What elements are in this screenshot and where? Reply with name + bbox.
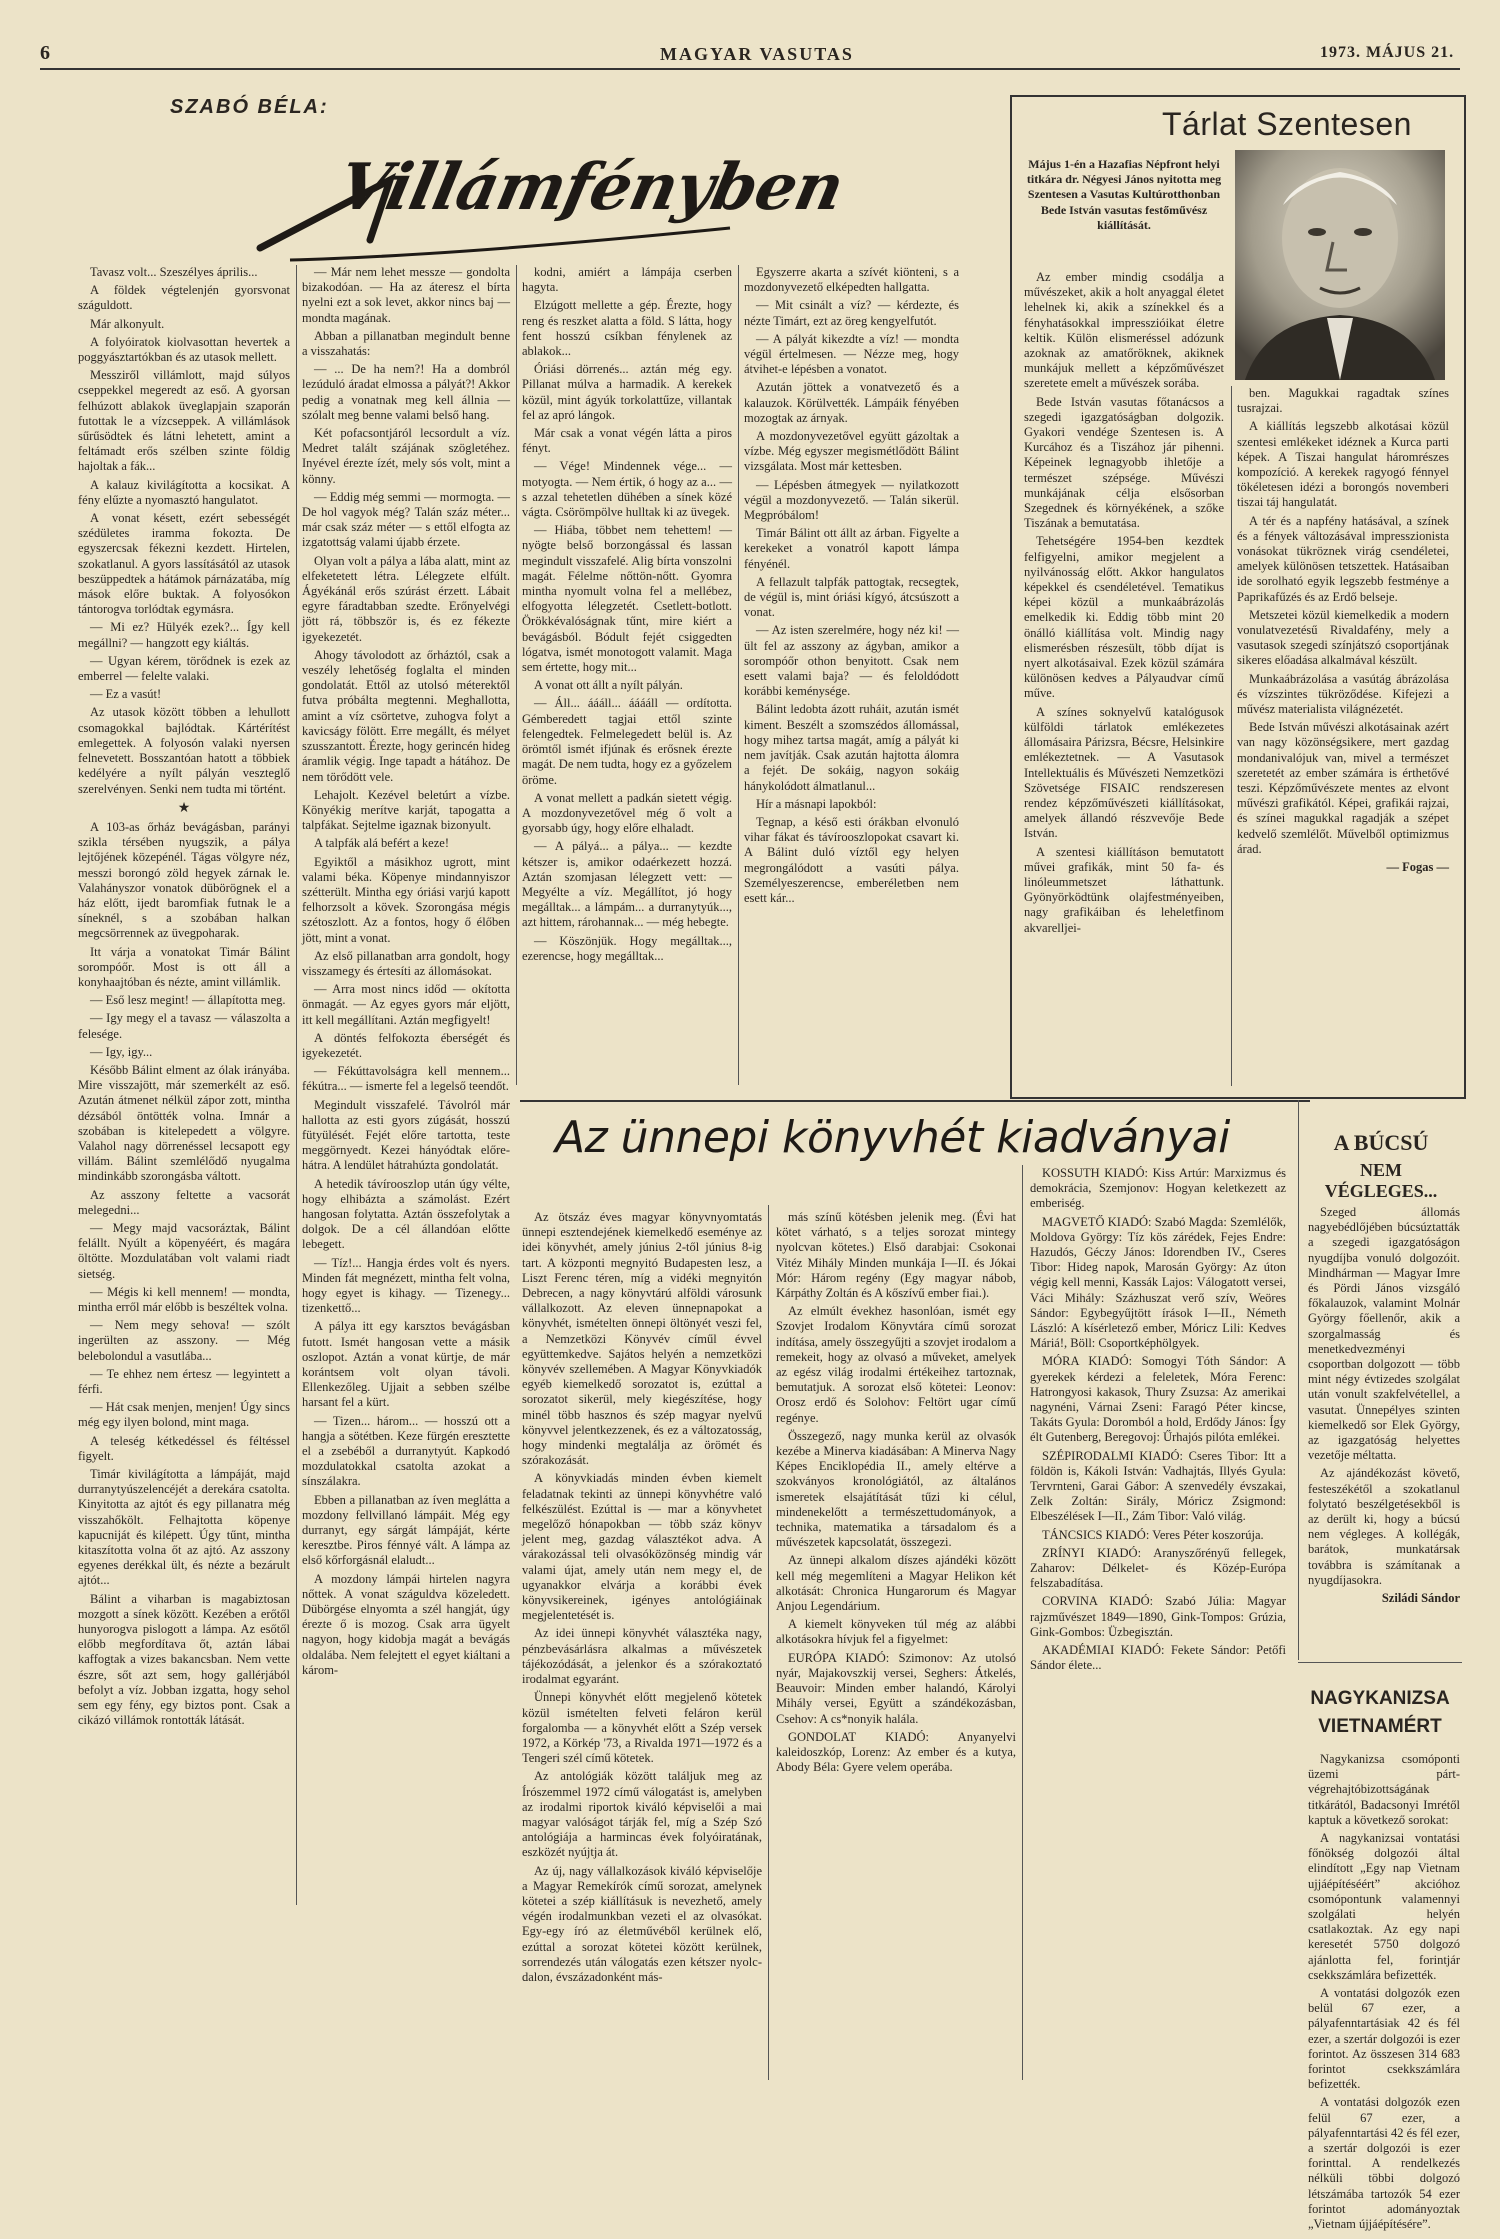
story-paragraph: — Nem megy sehova! — szólt ingerülten az asszony. — Még belebolondul a vasutlába...	[78, 1318, 290, 1363]
story-paragraph: Az utasok között többen a lehullott csomagokkal bajlódtak. Kártérítést emlegettek. A folyosón valaki nyersen felnevetett. Bosszantóan hatott a többiek kedélyére a nyílt pályán veszteglő szerelvényen. Senki nem tudta mi történt.	[78, 705, 290, 796]
bucsu-paragraph: Sziládi Sándor	[1381, 1591, 1460, 1606]
story-paragraph: A földek végtelenjén gyorsvonat száguldott.	[78, 283, 290, 313]
konyvhet-paragraph: Az elmúlt évekhez hasonlóan, ismét egy Szovjet Irodalom Könyvtára című sorozat indítása, amely összegyűjti a szovjet irodalom a remekeit, hogy az olvasó a műveket, amelyek az egész világ irodalmi értékeihez tartoznak, bemutatjuk. A sorozat első kötetei: Leonov: Orosz erdő és Solohov: Feltört ugar című regénye.	[776, 1304, 1016, 1425]
tarlat-paragraph: Az ember mindig csodálja a művészeket, akik a holt anyaggal életet lehelnek ki, akik a színekkel és a fényhatásokkal impresszióikat életre keltik. Külön elismeréssel adózunk azoknak az amatőröknek, akiknek munkájuk mellett a képzőművészet szeretete emelt a művészek sorába.	[1024, 270, 1224, 391]
story-column-4	[744, 265, 959, 1085]
konyvhet-column-1	[522, 1210, 762, 2080]
story-author: SZABÓ BÉLA:	[170, 96, 329, 118]
story-paragraph: — Ez a vasút!	[90, 687, 162, 702]
nagykanizsa-title-2: VIETNAMÉRT	[1318, 1716, 1442, 1737]
page-number: 6	[40, 42, 51, 64]
story-paragraph: Az asszony feltette a vacsorát melegedni...	[78, 1187, 290, 1217]
column-rule	[738, 265, 739, 1085]
story-paragraph: Ahogy távolodott az őrháztól, csak a veszély lehetőség foglalta el minden gondolatát. Ettől az utolsó méterektől futva próbálta megtenni. Meghallotta, amint a víz csörtetve, zuhogva folyt a kavicságy fölött. Erre megállt, és mélyet szusszantott. Érezte, hogy gerincén hideg áramlik végig. Inge tapadt a hátához. De nem törődött vele.	[302, 647, 510, 784]
konyvhet-paragraph: ZRÍNYI KIADÓ: Aranyszőrényű fellegek, Zaharov: Délkelet- és Közép-Európa felszabadítása.	[1030, 1545, 1286, 1591]
newspaper-title: MAGYAR VASUTAS	[660, 44, 854, 64]
story-paragraph: — Eső lesz megint! — állapította meg.	[90, 993, 286, 1008]
story-paragraph: Az első pillanatban arra gondolt, hogy visszamegy és értesíti az állomásokat.	[302, 948, 510, 978]
story-paragraph: Egyszerre akarta a szívét kiönteni, s a mozdonyvezető elképedten hallgatta.	[744, 265, 959, 295]
story-paragraph: A talpfák alá befért a keze!	[314, 836, 449, 851]
story-paragraph: Ebben a pillanatban az íven meglátta a mozdony fellvillanó lámpáit. Még egy durranyt, egy sárgát lámpáját, kérte keresztbe. Piros fénnyé vált. A lámpa az első kőrforgásnál elaludt...	[302, 1492, 510, 1568]
tarlat-paragraph: A szentesi kiállításon bemutatott művei grafikák, mint 50 fa- és linóleummetszet láthattunk. Gyönyörködtünk olajfestményeiben, nagy grafikáiban és leheletfinom akvarelljei-	[1024, 844, 1224, 935]
story-paragraph: A mozdony lámpái hirtelen nagyra nőttek. A vonat száguldva közeledett. Dübörgése elnyomta a szél hangját, úgy érezte ő is mozog. Csak arra ügyelt nagyon, hogy kidobja magát a bevágás oldalába. Nem felejtett el egyet kiáltani a károm-	[302, 1571, 510, 1677]
story-paragraph: Bálint ledobta ázott ruháit, azután ismét kiment. Beszélt a szomszédos állomással, hogy mihez tartsa magát, amíg a pályát ki nem javítják. Csak azután hajtotta álomra a fejét. De sokáig, nagyon sokáig hánykolódott álmatlanul...	[744, 702, 959, 793]
story-paragraph: — Köszönjük. Hogy megálltak..., ezerencse, hogy megálltak...	[522, 933, 732, 963]
story-paragraph: — Tíz!... Hangja érdes volt és nyers. Minden fát megnézett, mintha felt volna, hogy egyet is kihagy. — Tizenegy... tizenkettő...	[302, 1255, 510, 1316]
story-paragraph: Tavasz volt... Szeszélyes április...	[90, 265, 258, 279]
issue-date: 1973. MÁJUS 21.	[1320, 44, 1455, 61]
story-paragraph: A kalauz kivilágította a kocsikat. A fény elűzte a nyomasztó hangulatot.	[78, 477, 290, 507]
konyvhet-paragraph: Az antológiák között találjuk meg az Írószemmel 1972 című válogatást is, amelyben az irodalmi riportok kiváló képviselői a mai magyar valóságot tárják fel, míg a Szép Szó antológiája a harmincas évek folyóiratának, eszközét nyújtja át.	[522, 1769, 762, 1860]
konyvhet-paragraph: AKADÉMIAI KIADÓ: Fekete Sándor: Petőfi Sándor élete...	[1030, 1643, 1286, 1673]
story-paragraph: — Hiába, többet nem tehettem! — nyögte belső borzongással és lassan megindult visszafelé. Alig bírta vonszolni magát. Félelme nőttön-nőtt. Gyomra mintha nyomult volna fel a mellébez, elfogyotta lélegzetét. Csetlett-botlott. Örökkévalóságnak tűnt, mire kiért a bevágásból. Bódult fejét csiggedten lógatva, ismét monotogott valamit. Maga sem értette, hogy mit...	[522, 523, 732, 675]
konyvhet-column-3	[1030, 1166, 1286, 2080]
story-paragraph: — ... De ha nem?! Ha a dombról lezúduló áradat elmossa a pályát?! Akkor pedig a vonatnak meg kell állnia — szólalt meg benne valami belső hang.	[302, 362, 510, 422]
story-paragraph: — Arra most nincs időd — okította önmagát. — Az egyes gyors már eljött, itt kell megállítani. Aztán megfigyelt!	[302, 982, 510, 1027]
nagykanizsa-paragraph: Nagykanizsa csomóponti üzemi párt-végrehajtóbizottságának titkárától, Badacsonyi Imrétől kaptuk a következő sorokat:	[1308, 1752, 1460, 1827]
story-paragraph: — Fékúttavolságra kell mennem... fékútra... — ismerte fel a legelső teendőt.	[302, 1064, 510, 1094]
konyvhet-paragraph: CORVINA KIADÓ: Szabó Júlia: Magyar rajzművészet 1849—1890, Gink-Tompos: Grúzia, Gink-Gombos: Üzbegisztán.	[1030, 1594, 1286, 1639]
bucsu-paragraph: Az ajándékozást követő, festeszékétől a szokatlanul folytató beszélgetésekből is az derült ki, hogy a búcsú nem végleges. A kollégák, barátok, munkatársak továbbra is számítanak a nyugdíjasokra.	[1308, 1466, 1460, 1587]
story-paragraph: Lehajolt. Kezével beletúrt a vízbe. Könyékig merítve karját, tapogatta a talpfákat. Sejtelme igaznak bizonyult.	[302, 787, 510, 833]
story-paragraph: — Mit csinált a víz? — kérdezte, és nézte Timárt, ezt az öreg kengyelfutót.	[744, 298, 959, 328]
konyvhet-paragraph: KOSSUTH KIADÓ: Kiss Artúr: Marxizmus és demokrácia, Szemjonov: Hogyan keletkezett az emberiség.	[1030, 1166, 1286, 1211]
story-paragraph: — Vége! Mindennek vége... — motyogta. — Nem értik, ó hogy az a... — s azzal tehetetlen dühében a sínek közé vágta. Csörömpölve hulltak ki az üvegek.	[522, 459, 732, 520]
column-rule	[296, 265, 297, 1905]
story-paragraph: — A pályát kikezdte a víz! — mondta végül értelmesen. — Nézze meg, hogy átvihet-e lépésben a vonatot.	[744, 331, 959, 377]
story-paragraph: Elzúgott mellette a gép. Érezte, hogy reng és reszket alatta a föld. S látta, hogy fent hosszú csíkban fénylenek az ablakok...	[522, 298, 732, 359]
column-rule	[1231, 386, 1232, 1086]
story-paragraph: Itt várja a vonatokat Timár Bálint sorompóőr. Most is ott áll a konyhaajtóban és nézte, amint villámlik.	[78, 944, 290, 989]
story-paragraph: — Tizen... három... — hosszú ott a hangja a sötétben. Keze fürgén eresztette el a zsebéből a durranytyút. Kapkodó mozdulatokkal csatolta azokat a sínszálakra.	[302, 1413, 510, 1489]
konyvhet-paragraph: Az ünnepi alkalom díszes ajándéki között kell még megemlíteni a Magyar Helikon két alkotását: Chronica Hungarorum és Magyar Anjou Legendárium.	[776, 1553, 1016, 1614]
column-rule	[768, 1205, 769, 2080]
story-paragraph: — Eddig még semmi — mormogta. — De hol vagyok még? Talán száz méter... már csak száz méter — s ettől elfogta az izgatottság valami újabb érzete.	[302, 489, 510, 550]
story-paragraph: — Lépésben átmegyek — nyilatkozott végül a mozdonyvezető. — Talán sikerül. Megpróbálom!	[744, 477, 959, 523]
story-paragraph: A fellazult talpfák pattogtak, recsegtek, de végül is, mint óriási kígyó, átcsúszott a vonat.	[744, 574, 959, 620]
konyvhet-column-2	[776, 1210, 1016, 2080]
nagykanizsa-paragraph: A vontatási dolgozók ezen belül 67 ezer, a pályafenntartásiak 42 és fél ezer, a szertár dolgozói is ezer forintot. Az összesen 314 683 forintot csekkszámlára befizették.	[1308, 1986, 1460, 2092]
story-paragraph: A 103-as őrház bevágásban, parányi szikla térsében nyugszik, a pálya lejtőjének közepénél. Tágas völgyre néz, messzi borongó zöld hegyek zárnak le. Valahányszor vonatok dübörögnek el a ház előtt, ijedt baromfiak futnak le a síneknél, s a szobában halkan megcsörrennek az üvegpoharak.	[78, 819, 290, 941]
tarlat-paragraph: ben. Magukkai ragadtak színes tusrajzai.	[1237, 386, 1449, 416]
konyvhet-paragraph: SZÉPIRODALMI KIADÓ: Cseres Tibor: Itt a földön is, Kákoli István: Vadhajtás, Illyés Gyula: Tervrnteni, Garai Gábor: A szenvedély évszakai, Zelk Zoltán: Sirály, Móricz Zsigmond: Elbeszélések I—II., Zám Tibor: Való világ.	[1030, 1448, 1286, 1524]
story-paragraph: A teleség kétkedéssel és féltéssel figyelt.	[78, 1433, 290, 1463]
story-column-2	[302, 265, 510, 1905]
section-rule	[520, 1100, 1310, 1102]
konyvhet-paragraph: Az ötszáz éves magyar könyvnyomtatás ünnepi esztendejének kiemelkedő eseménye az idei könyvhét, amely június 2-től június 8-ig tart. A központi megnyitó Budapesten lesz, a Liszt Ferenc téren, míg a vidéki megnyitón Debrecen, a nagy könyvtárú alföldi városunk vállalkozott. Az eleven ünnepnapokat a könyvhét, ismételten önnepi öltönyét veszi fel, a Nemzetközi Könyvév címűl évvel együttemkedve. Sajátos helyén a nemzetközi könyvév szellemében. A Magyar Könyvkiadók egyéb kiemelkedő sorozatot is, ezúttal a sorozatot sikerül, mely kiegészítése, hogy minél több hasznos és szép magyar nyelvű könyvvel jelentkezzenek, és ez a változatosság, hogy mindenki megtalálja az örömét és szórakozását.	[522, 1210, 762, 1468]
konyvhet-paragraph: TÁNCSICS KIADÓ: Veres Péter koszorúja.	[1042, 1527, 1264, 1542]
story-paragraph: A folyóiratok kiolvasottan hevertek a poggyásztartókban és az utasok mellett.	[78, 334, 290, 365]
story-paragraph: kodni, amiért a lámpája cserben hagyta.	[522, 265, 732, 295]
konyvhet-title: Az ünnepi könyvhét kiadványai	[555, 1112, 1230, 1163]
story-paragraph: Két pofacsontjáról lecsordult a víz. Medret talált szájának szögletéhez. Inyével érezte ízét, mely sós volt, mint a könny.	[302, 426, 510, 486]
tarlat-paragraph: Munkaábrázolása a vasútág ábrázolása és vízszintes tükröződése. Kifejezi a művész materialista világnézetét.	[1237, 671, 1449, 717]
story-paragraph: A döntés felfokozta éberségét és igyekezetét.	[302, 1030, 510, 1060]
konyvhet-paragraph: más színű kötésben jelenik meg. (Évi hat kötet várható, s a teljes sorozat mintegy nyolcvan kötetes.) Első darabjai: Csokonai Vitéz Mihály Minden munkája I—II. és Jókai Mór: Három regény (Egy magyar nábob, Kárpáthy Zoltán és A kőszívű ember fiai.).	[776, 1210, 1016, 1301]
tarlat-title: Tárlat Szentesen	[1162, 106, 1412, 142]
story-paragraph: — A pályá... a pálya... — kezdte kétszer is, amikor odaérkezett hozzá. Aztán szomjasan lélegzett vett: — Megyélte a víz. Megállítot, jó hogy megálltak... a lámpám... a durranytyúk..., azt hittem, rárohannak... — még hebegte.	[522, 839, 732, 930]
konyvhet-paragraph: A könyvkiadás minden évben kiemelt feladatnak tekinti az ünnepi könyvhétre való felkészülést. Ezúttal is — mar a könyvhetet megelőző hónapokban — több száz könyv jelent meg, gazdag választékot adva. A várakozással teli olvasóközönség mindig vár valami újat, amely után nem megy el, de ugyanakkor elvárja a korábbi évek könyvsikereinek, igényes antológiáinak megjelentetését is.	[522, 1471, 762, 1623]
story-paragraph: Abban a pillanatban megindult benne a visszahatás:	[302, 328, 510, 359]
story-paragraph: — Mi ez? Hülyék ezek?... Így kell megállni? — hangzott egy kiáltás.	[78, 620, 290, 650]
story-paragraph: — Hát csak menjen, menjen! Úgy sincs még egy ilyen bolond, mint maga.	[78, 1400, 290, 1430]
tarlat-paragraph: Metszetei közül kiemelkedik a modern vonulatvezetésű Rivaldafény, mely a vasutasok szegedi színjátszó csoportjának sikeres előadása alkalmával készült.	[1237, 607, 1449, 668]
tarlat-paragraph: A színes soknyelvű katalógusok külföldi tárlatok emlékezetes állomásaira Párizsra, Bécsre, Helsinkire emlékeztetnek. — A Vasutasok Intellektuális és Művészeti Nemzetközi Szövetsége FISAIC rendszeresen rendez képzőművészeti kiállításokat, amelyek állandó részvevője Bede István.	[1024, 704, 1224, 841]
story-paragraph: A vonat késett, ezért sebességét szédületes iramma fokozta. De egyszercsak fékezni kezdett. Hirtelen, szokatlanul. A gyors lassításától az utasok beszüppedtek a hátámok párnázatába, míg mások előre buktak. A folyosókon tántorogva torlódtak egymásra.	[78, 511, 290, 617]
story-paragraph: — Igy, igy...	[90, 1044, 153, 1059]
nagykanizsa-text	[1308, 1752, 1460, 2232]
nagykanizsa-paragraph: A nagykanizsai vontatási főnökség dolgozói által elindított „Egy nap Vietnam ujjáépítéséért” akcióhoz csomópontunk valamennyi szolgálati helyén csatlakoztak. Az egy napi keresetét 5750 dolgozó ajánlotta fel, forintjár csekkszámlára befizették.	[1308, 1831, 1460, 1982]
column-rule	[516, 265, 517, 1085]
nagykanizsa-paragraph: A vontatási dolgozók ezen felül 67 ezer, a pályafenntartási 42 és fél ezer, a szertár dolgozói is ezer forinttal. A rendelkezés nélküli többi dolgozó létszámába tartozók 54 ezer forintot adományoztak „Vietnam újjáépítésére”.	[1308, 2095, 1460, 2232]
tarlat-paragraph: A tér és a napfény hatásával, a színek és a fények változásával impresszionista vonásokat tükröznek virág csendéletei, amelyek különösen tetszettek. Hatásaiban ide sorolható egyik legszebb festménye a Paprikafűzés és az Erdő belseje.	[1237, 513, 1449, 604]
bucsu-paragraph: Szeged állomás nagyebédlőjében búcsúztatták a szegedi igazgatóságon nyugdíjba vonuló dolgozóit. Mindhárman — Magyar Imre és Pördi János vizsgáló főkalauzok, valamint Molnár György főellenőr, akik a szorgalmasság és menetkedvezményi csoportban dolgozott — több mint négy évtizedes szolgálat után vonult szakfelvétellel, a vasutat. Ünnepélyes szinten kiemelkedő sor Elek György, az igazgatóság helyettes vezetője méltatta.	[1308, 1205, 1460, 1463]
story-paragraph: Később Bálint elment az ólak irányába. Mire visszajött, már szemerkélt az eső. Azután átmenet nélkül zápor zott, mintha dézsából öntötték volna. Imnár a szobában is kitelepedett a völgyre. Valahol nagy dörrenéssel lecsapott egy villám. Bálint szemlélődő nyugalma mindinkább szorongásba váltott.	[78, 1062, 290, 1184]
konyvhet-paragraph: Az idei ünnepi könyvhét választéka nagy, pénzbevásárlásra alkalmas a művészetek tájékozódását, a jelenkor és a szórakoztató irodalmat egyaránt.	[522, 1626, 762, 1687]
story-paragraph: Timár Bálint ott állt az árban. Figyelte a kerekeket a vonatról kapott lámpa fényénél.	[744, 526, 959, 571]
story-paragraph: A hetedik távírooszlop után úgy vélte, hogy elhibázta a számolást. Ezért hangosan folytatta. Aztán összefolytak a dolgok. De a cél állandóan előtte lebegett.	[302, 1176, 510, 1252]
section-star: ★	[177, 800, 191, 816]
story-paragraph: — Már nem lehet messze — gondolta bizakodóan. — Ha az áteresz el bírta nyelni ezt a sok levet, akkor nincs baj — mondta magának.	[302, 265, 510, 325]
section-rule	[1298, 1662, 1462, 1663]
konyvhet-paragraph: MÓRA KIADÓ: Somogyi Tóth Sándor: A gyerekek kérdezi a feleletek, Móra Ferenc: Hatrongyosi kakasok, Thury Zsuzsa: Az amerikai nagynéni, Várnai Zseni: Faragó Péter kincse, Takáts Gyula: Doromból a hold, Erdődy János: Így élt Gutenberg, Beregovoj: Űrhajós pilóta emlékei.	[1030, 1354, 1286, 1445]
story-title: Villámfényben	[332, 150, 850, 225]
tarlat-column-a	[1024, 270, 1224, 1088]
konyvhet-paragraph: GONDOLAT KIADÓ: Anyanyelvi kaleidoszkóp, Lorenz: Az ember és a kutya, Abody Béla: Gyere velem operába.	[776, 1729, 1016, 1775]
bucsu-title-2: NEM VÉGLEGES...	[1324, 1160, 1438, 1201]
story-paragraph: Olyan volt a pálya a lába alatt, mint az elfeketetett létra. Lélegzete elfúlt. Ágyékánál erős szúrást érzett. Lábait egyre fáradtabban szedte. Erőnyelvégi jött rá, többször is, és ez fékezte igyekezetét.	[302, 553, 510, 644]
story-paragraph: — Te ehhez nem értesz — legyintett a férfi.	[78, 1366, 290, 1397]
konyvhet-paragraph: Ünnepi könyvhét előtt megjelenő kötetek közül ismételten felveti feláron kerül forgalomba — a könyvhét előtt a Szép versek 1972, a Körkép '73, a Rivalda 1971—1972 és a Tengeri szél című kötetek.	[522, 1690, 762, 1766]
story-paragraph: — Megy majd vacsoráztak, Bálint felállt. Nyúlt a köpenyéért, és magára öltötte. Mozdulatában volt valami riadt sietség.	[78, 1220, 290, 1281]
tarlat-paragraph: — Fogas —	[1386, 860, 1449, 875]
tarlat-paragraph: Bede István művészi alkotásainak azért van nagy közönségsikere, mert gazdag mondanivalójuk van, mivel a természet szeretetét az ember számára is érthetővé teszi. Képzőművészete mentes az elvont művészi grafikától. Képei, grafikái rajzai, és színei magukkal ragadják a szépet kedvelő szemlélőt. Művelből optimizmus árad.	[1237, 720, 1449, 856]
story-paragraph: — Az isten szerelmére, hogy néz ki! — ült fel az asszony az ágyban, amikor a sorompóőr othon benyitott. Csak nem esett valami baja? — és feloldódott korábbi keménysége.	[744, 623, 959, 699]
story-paragraph: A vonat mellett a padkán sietett végig. A mozdonyvezetővel még ő volt a gyorsabb úgy, hogy előre elhaladt.	[522, 790, 732, 836]
konyvhet-paragraph: A kiemelt könyveken túl még az alábbi alkotásokra hívjuk fel a figyelmet:	[776, 1617, 1016, 1647]
story-paragraph: — Áll... áááll... ááááll — ordította. Gémberedett tagjai ettől szinte felengedtek. Felmelegedett belül is. Az örömtől ismét ifjúnak és erősnek érezte magát. De nem tudta, hogy ez a győzelem öröme.	[522, 696, 732, 787]
tarlat-paragraph: Tehetségére 1954-ben kezdtek felfigyelni, amikor megjelent a nyilvánosság előtt. Akkor hangulatos képekkel és csendéletével. Tematikus képei közül a munkaábrázolás emelkedik ki. Eddig több mint 20 önálló kiállítása volt. Mindig nagy elismerésben részesült, több díjat is nyert alkotásaival. Ezek közül számára különösen kedves a Pályaudvar című műve.	[1024, 534, 1224, 701]
story-column-1	[78, 265, 290, 1905]
tarlat-paragraph: A kiállítás legszebb alkotásai közül szentesi emlékeket idéznek a Kurca parti képek. A Tiszai hangulat háromrészes kompozíció. A kerekek ragyogó fénnyel tökéletesen idézi a borongós novemberi tiszai táj hangulatát.	[1237, 419, 1449, 510]
header-rule	[40, 68, 1460, 70]
story-paragraph: Tegnap, a késő esti órákban elvonuló vihar fákat és távírooszlopokat csavart ki. A Bálint duló víztől egy helyen megrongálódott a vasúti pálya. Személyeszerencse, emberéletben nem esett kár...	[744, 814, 959, 905]
story-paragraph: Bálint a viharban is magabiztosan mozgott a sínek között. Kezében a erőtől hunyorogva pislogott a lámpa. Az esőtől előbb megfordítava őt, aztán lábai kaffogtak a vizes bakancsban. Nem vette észre, sőt azt sem, hogy gallérjából befolyt a víz. Jobban izgatta, hogy sehol sem egy fény, egy biztos pont. Csak a cikázó villámok rontották látását.	[78, 1591, 290, 1728]
nagykanizsa-title-1: NAGYKANIZSA	[1310, 1688, 1450, 1709]
story-paragraph: Timár kivilágította a lámpáját, majd durranytyúszelencéjét a derekára csatolta. Kinyitotta az ajtót és egy pillanatra még visszahőkölt. Felhajtotta köpenye kapucniját és kilépett. Úgy tűnt, mintha kitaszította volna őt az ajtó. Az asszony egyenes derékkal ült, és nézte a bezárult ajtót...	[78, 1467, 290, 1588]
konyvhet-paragraph: EURÓPA KIADÓ: Szimonov: Az utolsó nyár, Majakovszkij versei, Seghers: Átkelés, Beauvoir: Minden ember halandó, Károlyi Mihály versei, Együtt a szándékozásban, Csehov: A cs*nonyik halála.	[776, 1650, 1016, 1726]
story-column-3	[522, 265, 732, 1085]
story-paragraph: A vonat ott állt a nyílt pályán.	[534, 678, 683, 693]
konyvhet-paragraph: MAGVETŐ KIADÓ: Szabó Magda: Szemlélők, Moldova György: Tíz kös zárédek, Fejes Endre: Hazudós, Géczy János: Idorendben IV., Cseres Tibor: Hideg napok, Marosán György: Az úton végig kell menni, Kassák Lajos: Válogatott versei, Váci Mihály: Százhuszat verő szív, Weöres Sándor: Egybegyűjtött írások I—II., Németh László: A kísérletező ember, Móricz Lili: Kedves Máriá!, Böll: Csoportképhölgyek.	[1030, 1214, 1286, 1351]
story-paragraph: Azután jöttek a vonatvezető és a kalauzok. Körülvették. Lámpáik fényében mozogtak az árnyak.	[744, 380, 959, 425]
tarlat-column-b	[1237, 386, 1449, 1088]
bucsu-title-1: A BÚCSÚ	[1333, 1130, 1429, 1155]
story-paragraph: Óriási dörrenés... aztán még egy. Pillanat múlva a harmadik. A kerekek közül, mint ágyúk torkolattűze, villantak fel az apró lángok.	[522, 362, 732, 422]
tarlat-paragraph: Bede István vasutas főtanácsos a szegedi igazgatóságban dolgozik. Gyakori vendége Szentesen is. A Kurcához és a Tiszához jár pihenni. Képeinek legnagyobb ihletője a természet szépsége. Művészi munkájának célja elsősorban Szegednek és környékének, a szőke Tiszának a bemutatása.	[1024, 394, 1224, 531]
story-paragraph: — Igy megy el a tavasz — válaszolta a felesége.	[78, 1011, 290, 1041]
bucsu-text	[1308, 1205, 1460, 1645]
story-paragraph: — Ugyan kérem, törődnek is ezek az emberrel — felelte valaki.	[78, 653, 290, 684]
story-paragraph: Egyiktől a másikhoz ugrott, mint valami béka. Köpenye mindannyiszor szétterült. Mintha egy óriási varjú kapott felhorzsolt a kövek. Szorongása mégis szétoszlott. Az a fontos, hogy ő élőben jött, mint a vonat.	[302, 854, 510, 945]
konyvhet-paragraph: Az új, nagy vállalkozások kiváló képviselője a Magyar Remekírók című sorozat, amelynek kötetei a szép kiállításuk is nevezhető, amely végén irodalmunkban vezeti el az olvasókat. Egy-egy író az életművéből kerülnek elő, ezúttal a sorozat kötetei között kerülnek, sorrendezés után válogatás ezen kétszer nyolc-dalon, évszázadonként más-	[522, 1863, 762, 1984]
story-paragraph: Hír a másnapi lapokból:	[756, 796, 877, 811]
artist-portrait	[1235, 150, 1445, 380]
tarlat-intro: Május 1-én a Hazafias Népfront helyi titkára dr. Négyesi János nyitotta meg Szentesen a Vasutas Kultúrotthonban Bede István vasutas festőművész kiállítását.	[1026, 157, 1222, 232]
konyvhet-paragraph: Összegező, nagy munka kerül az olvasók kezébe a Minerva kiadásában: A Minerva Nagy Képes Enciklopédia II., amely eltérve a szokványos kronológiától, az általános ismeretek elsajátítását tűzi ki célul, mindenekelőtt a természettudományok, a technika, matematika a társadalom és a művészetek kapcsolatát, összegezi.	[776, 1428, 1016, 1550]
story-paragraph: Messziről villámlott, majd súlyos cseppekkel megeredt az eső. A gyorsan felhúzott ablakok üveglapjain szaporán futottak le a vízcseppek. A villámlások sűrűsödtek és látni lehetett, amint a feltámadt erős szélben szinte földig hajoltak a fák...	[78, 368, 290, 474]
story-paragraph: A mozdonyvezetővel együtt gázoltak a vízbe. Még egyszer megismétlődött Bálint vizsgálata. Most már kettesben.	[744, 429, 959, 474]
story-paragraph: Megindult visszafelé. Távolról már hallotta az esti gyors zúgását, hosszú fütyülését. Fejét előre tartotta, teste meggörnyedt. Kezei hányódtak előre-hátra. A lendület hátrahúzta gondolatát.	[302, 1097, 510, 1173]
column-rule	[1022, 1165, 1023, 2080]
story-paragraph: — Mégis ki kell mennem! — mondta, mintha erről már előbb is beszéltek volna.	[78, 1284, 290, 1314]
story-paragraph: Már alkonyult.	[90, 316, 165, 331]
story-paragraph: Már csak a vonat végén látta a piros fényt.	[522, 426, 732, 456]
story-paragraph: A pálya itt egy karsztos bevágásban futott. Ismét hangosan vette a másik oszlopot. Aztán a vonat kürtje, de már korántsem volt olyan távoli. Ellenkezőleg. Ujjait a sebben szélbe harsant fel a kürt.	[302, 1319, 510, 1410]
